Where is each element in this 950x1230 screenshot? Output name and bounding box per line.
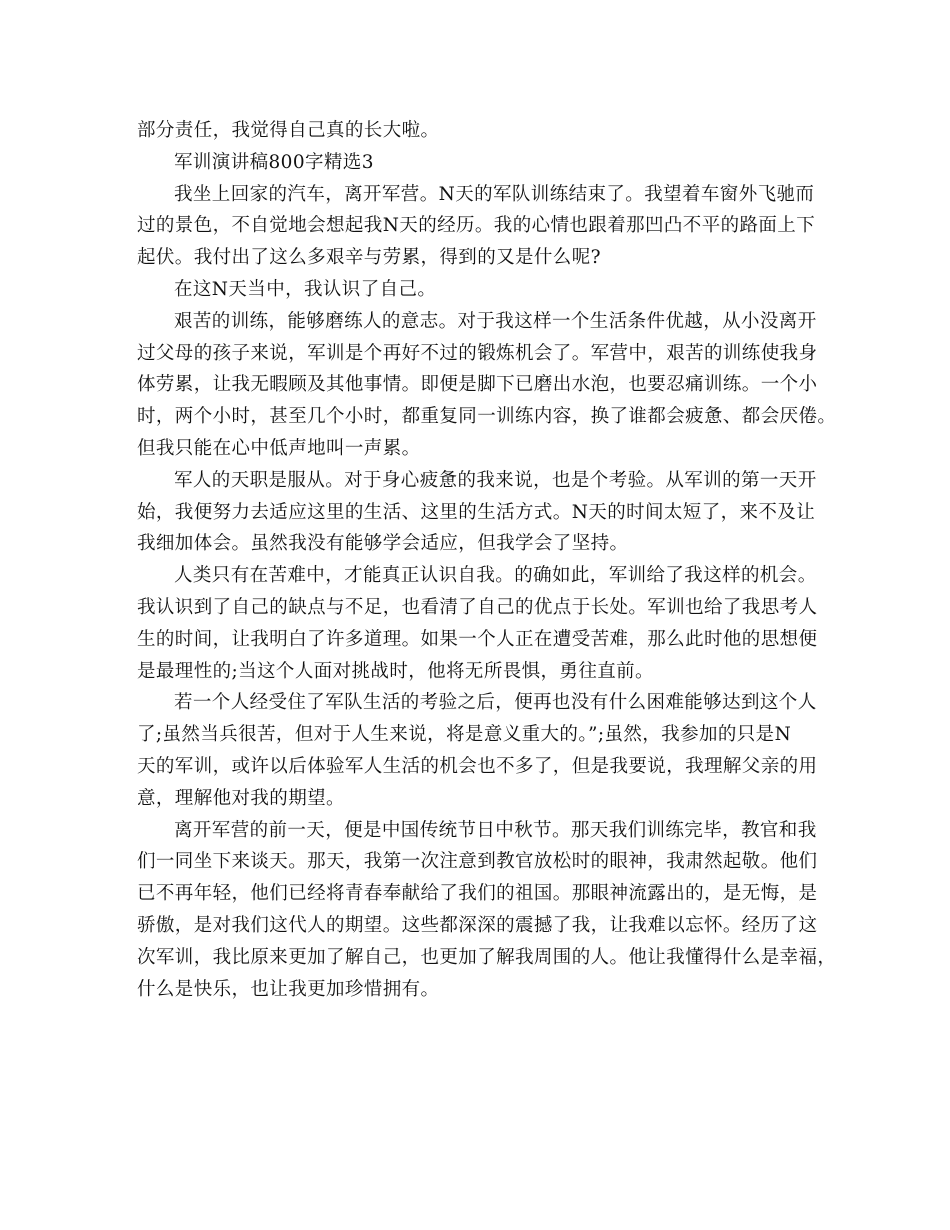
- text-line: 离开军营的前一天，便是中国传统节日中秋节。那天我们训练完毕，教官和我: [174, 819, 817, 841]
- document-body: [137, 115, 837, 1005]
- text-line: 天的军训，或许以后体验军人生活的机会也不多了，但是我要说，我理解父亲的用: [137, 755, 818, 777]
- paragraph: [137, 815, 837, 1006]
- text-line: 们一同坐下来谈天。那天，我第一次注意到教官放松时的眼神，我肃然起敬。他们: [137, 851, 818, 873]
- paragraph: [137, 465, 817, 560]
- paragraph: [137, 306, 837, 465]
- text-line: 过父母的孩子来说，军训是个再好不过的锻炼机会了。军营中，艰苦的训练使我身: [137, 342, 818, 364]
- paragraph: [137, 179, 817, 274]
- text-line: 什么是快乐，也让我更加珍惜拥有。: [137, 978, 440, 1000]
- text-line: 若一个人经受住了军队生活的考验之后，便再也没有什么困难能够达到这个人: [174, 692, 817, 714]
- text-line: 但我只能在心中低声地叫一声累。: [137, 437, 421, 459]
- text-line: 军训演讲稿800字精选3: [174, 151, 374, 173]
- text-line: 了;虽然当兵很苦，但对于人生来说，将是意义重大的。”;虽然，我参加的只是N: [137, 724, 792, 746]
- paragraph: [137, 687, 817, 814]
- text-line: 始，我便努力去适应这里的生活、这里的生活方式。N天的时间太短了，来不及让: [137, 501, 816, 523]
- text-line: 时，两个小时，甚至几个小时，都重复同一训练内容，换了谁都会疲惫、都会厌倦。: [137, 406, 837, 428]
- text-line: 部分责任，我觉得自己真的长大啦。: [137, 120, 440, 141]
- section-heading: [137, 147, 817, 179]
- text-line: 起伏。我付出了这么多艰辛与劳累，得到的又是什么呢?: [137, 247, 601, 269]
- text-line: 是最理性的;当这个人面对挑战时，他将无所畏惧，勇往直前。: [137, 660, 654, 682]
- text-line: 生的时间，让我明白了许多道理。如果一个人正在遭受苦难，那么此时他的思想便: [137, 628, 818, 650]
- text-line: 在这N天当中，我认识了自己。: [174, 278, 437, 300]
- paragraph: [137, 560, 817, 687]
- text-line: 已不再年轻，他们已经将青春奉献给了我们的祖国。那眼神流露出的，是无悔，是: [137, 883, 818, 905]
- text-line: 人类只有在苦难中，才能真正认识自我。的确如此，军训给了我这样的机会。: [174, 565, 817, 587]
- text-line: 我坐上回家的汽车，离开军营。N天的军队训练结束了。我望着车窗外飞驰而: [174, 183, 815, 205]
- text-line: 我细加体会。虽然我没有能够学会适应，但我学会了坚持。: [137, 533, 629, 555]
- paragraph-continuation: [137, 115, 817, 147]
- text-line: 我认识到了自己的缺点与不足，也看清了自己的优点于长处。军训也给了我思考人: [137, 596, 818, 618]
- text-line: 骄傲，是对我们这代人的期望。这些都深深的震撼了我，让我难以忘怀。经历了这: [137, 914, 818, 936]
- text-line: 意，理解他对我的期望。: [137, 787, 345, 809]
- text-line: 次军训，我比原来更加了解自己，也更加了解我周围的人。他让我懂得什么是幸福，: [137, 946, 837, 968]
- text-line: 军人的天职是服从。对于身心疲惫的我来说，也是个考验。从军训的第一天开: [174, 469, 817, 491]
- paragraph: [137, 274, 817, 306]
- text-line: 艰苦的训练，能够磨练人的意志。对于我这样一个生活条件优越，从小没离开: [174, 310, 817, 332]
- text-line: 过的景色，不自觉地会想起我N天的经历。我的心情也跟着那凹凸不平的路面上下: [137, 215, 816, 237]
- text-line: 体劳累，让我无暇顾及其他事情。即便是脚下已磨出水泡，也要忍痛训练。一个小: [137, 374, 818, 396]
